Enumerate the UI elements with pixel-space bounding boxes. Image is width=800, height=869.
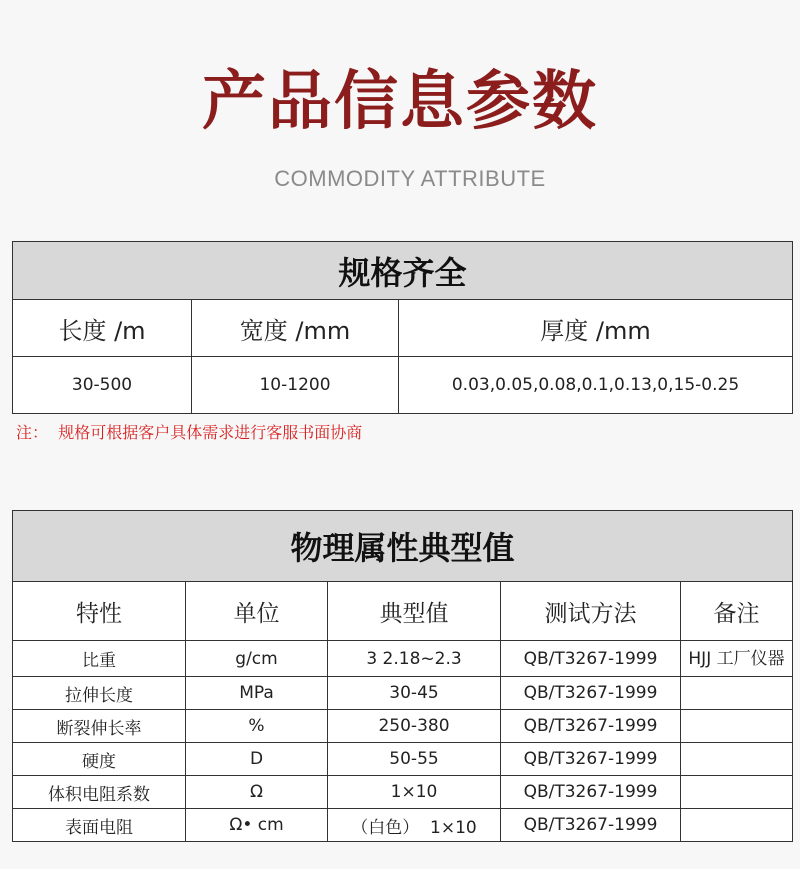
cell-value: 250-380 (328, 710, 501, 743)
spec-col-thickness: 厚度 /mm (399, 300, 793, 357)
cell-property: 硬度 (13, 743, 186, 776)
cell-property: 拉伸长度 (13, 677, 186, 710)
cell-unit: D (186, 743, 328, 776)
cell-unit: % (186, 710, 328, 743)
note-text: 规格可根据客户具体需求进行客服书面协商 (58, 423, 363, 442)
cell-value: 3 2.18~2.3 (328, 641, 501, 677)
table-row (13, 710, 793, 743)
cell-method: QB/T3267-1999 (501, 677, 681, 710)
cell-method: QB/T3267-1999 (501, 809, 681, 842)
cell-remark-empty (681, 710, 793, 743)
cell-value: （白色） 1×10 (328, 809, 501, 842)
col-property: 特性 (13, 582, 186, 641)
spec-table-title: 规格齐全 (13, 242, 793, 300)
cell-remark-empty (681, 809, 793, 842)
cell-value: 30-45 (328, 677, 501, 710)
col-remark: 备注 (681, 582, 793, 641)
physical-table (12, 510, 793, 842)
cell-value: 1×10 (328, 776, 501, 809)
cell-method: QB/T3267-1999 (501, 743, 681, 776)
cell-unit: MPa (186, 677, 328, 710)
col-typical-value: 典型值 (328, 582, 501, 641)
cell-unit: g/cm (186, 641, 328, 677)
page-title: 产品信息参数 (202, 65, 598, 139)
cell-property: 比重 (13, 641, 186, 677)
cell-unit: Ω (186, 776, 328, 809)
spec-val-width: 10-1200 (192, 357, 399, 414)
page-subtitle: COMMODITY ATTRIBUTE (274, 166, 546, 191)
cell-remark-empty (681, 776, 793, 809)
physical-table-title: 物理属性典型值 (13, 511, 793, 582)
note-label: 注： (16, 423, 49, 442)
cell-remark-empty (681, 743, 793, 776)
spec-table (12, 241, 793, 414)
spec-col-width: 宽度 /mm (192, 300, 399, 357)
cell-property: 断裂伸长率 (13, 710, 186, 743)
col-test-method: 测试方法 (501, 582, 681, 641)
cell-property: 表面电阻 (13, 809, 186, 842)
cell-unit: Ω• cm (186, 809, 328, 842)
table-row (13, 776, 793, 809)
spec-col-length: 长度 /m (13, 300, 192, 357)
cell-property: 体积电阻系数 (13, 776, 186, 809)
col-unit: 单位 (186, 582, 328, 641)
table-row (13, 743, 793, 776)
spec-val-length: 30-500 (13, 357, 192, 414)
table-row (13, 641, 793, 677)
table-row (13, 809, 793, 842)
cell-value: 50-55 (328, 743, 501, 776)
cell-remark: HJJ 工厂仪器 (681, 641, 793, 677)
spec-val-thickness: 0.03,0.05,0.08,0.1,0.13,0,15-0.25 (399, 357, 793, 414)
cell-method: QB/T3267-1999 (501, 641, 681, 677)
cell-remark-empty (681, 677, 793, 710)
spec-note (16, 420, 362, 443)
table-row (13, 677, 793, 710)
cell-method: QB/T3267-1999 (501, 710, 681, 743)
cell-method: QB/T3267-1999 (501, 776, 681, 809)
